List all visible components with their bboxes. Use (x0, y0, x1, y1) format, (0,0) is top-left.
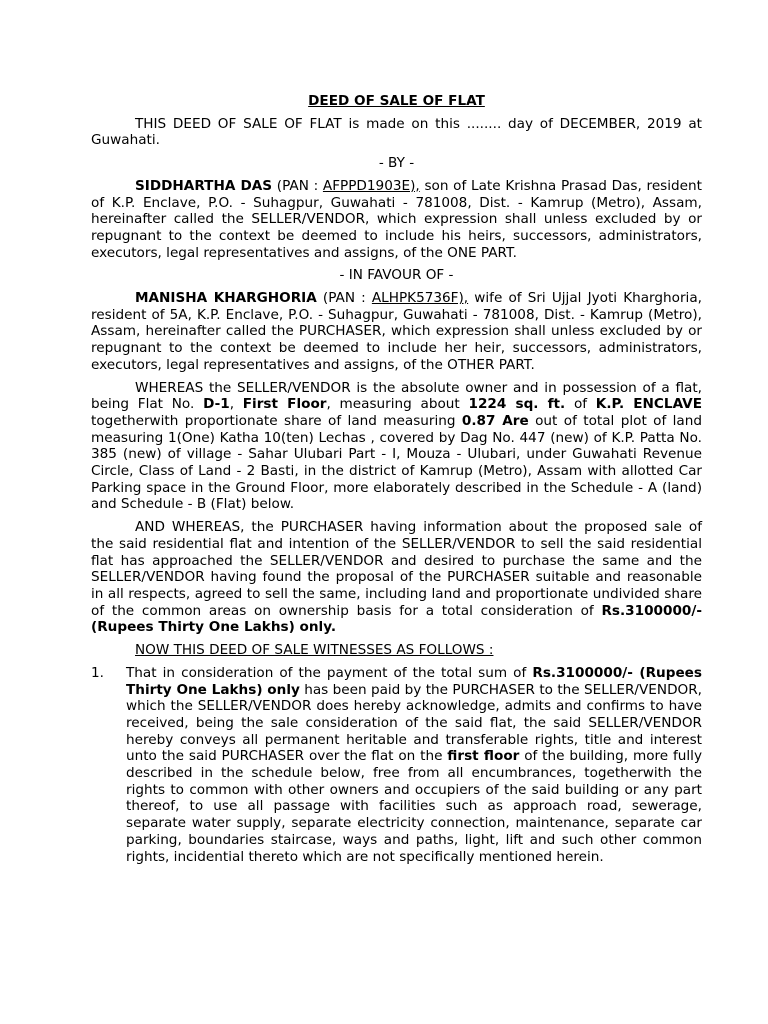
whereas-text-5: togetherwith proportionate share of land measuring (91, 412, 462, 429)
seller-name: SIDDHARTHA DAS (135, 177, 273, 194)
whereas-text-2: , (229, 396, 243, 413)
document-title: DEED OF SALE OF FLAT (308, 93, 485, 109)
enclave-name: K.P. ENCLAVE (595, 396, 702, 413)
clause-1-text (126, 665, 702, 865)
intro-paragraph: THIS DEED OF SALE OF FLAT is made on this ........ day of DECEMBER, 2019 at Guwahati. (91, 115, 702, 149)
clause-1-text-2: has been paid by the PURCHASER to the SELLER/VENDOR, which the SELLER/VENDOR does hereby acknowledge, admits and confirms to have received, being the sale consideration of the said flat, the said SELLER/VENDOR hereby conveys all permanent heritable and transferable rights, title and interest unto the said PURCHASER over the flat on the (126, 681, 702, 765)
flat-area: 1224 sq. ft. (468, 396, 566, 413)
consideration-amount: Rs.3100000/- (Rupees Thirty One Lakhs) only. (91, 602, 702, 636)
whereas-text-3: , measuring about (326, 396, 469, 413)
deed-page (91, 93, 702, 865)
clause-number: 1. (91, 664, 104, 681)
whereas-text-4: of (565, 396, 596, 413)
purchaser-details: wife of Sri Ujjal Jyoti Kharghoria, resident of 5A, K.P. Enclave, P.O. - Suhagpur, Guwahati - 781008, Dist. - Kamrup (Metro), Assam, hereinafter called the PURCHASER, which expression shall unless excluded by or repugnant to the context be deemed to include her heir, successors, administrators, executors, legal representatives and assigns, of the OTHER PART. (91, 290, 702, 373)
clause-1-text-1: That in consideration of the payment of the total sum of (126, 664, 533, 681)
clause-1-floor: first floor (447, 748, 520, 765)
land-share: 0.87 Are (461, 412, 529, 429)
clause-1 (91, 665, 702, 865)
purchaser-paragraph (91, 290, 702, 374)
purchaser-name: MANISHA KHARGHORIA (135, 290, 317, 307)
and-whereas-paragraph (91, 519, 702, 636)
whereas-paragraph (91, 380, 702, 514)
seller-details: son of Late Krishna Prasad Das, resident of K.P. Enclave, P.O. - Suhagpur, Guwahati - 781008, Dist. - Kamrup (Metro), Assam, hereinafter called the SELLER/VENDOR, which expression shall unless excluded by or repugnant to the context be deemed to include his heirs, successors, administrators, executors, legal representatives and assigns, of the ONE PART. (91, 177, 702, 261)
seller-pan-prefix: (PAN : (272, 177, 323, 194)
clause-1-text-3: of the building, more fully described in the schedule below, free from all encumbrances, togetherwith the rights to common with other owners and occupiers of the said building or any part thereof, to use all passage with facilities such as approach road, sewerage, separate water supply, separate electricity connection, maintenance, separate car parking, boundaries staircase, ways and paths, light, lift and such other common rights, incidential thereto which are not specifically mentioned herein. (126, 748, 703, 865)
purchaser-pan: ALHPK5736F), (371, 290, 469, 307)
flat-floor: First Floor (242, 396, 327, 413)
purchaser-pan-prefix: (PAN : (316, 290, 372, 307)
whereas-text-1: WHEREAS the SELLER/VENDOR is the absolute owner and in possession of a flat, being Flat No. (91, 379, 702, 413)
flat-number: D-1 (203, 396, 230, 413)
by-heading: - BY - (378, 155, 415, 172)
seller-pan: AFPPD1903E), (322, 177, 420, 194)
clause-1-amount: Rs.3100000/- (Rupees Thirty One Lakhs) only (126, 664, 702, 698)
witnesses-heading: NOW THIS DEED OF SALE WITNESSES AS FOLLOWS : (135, 642, 494, 659)
in-favour-heading: - IN FAVOUR OF - (339, 267, 454, 284)
seller-paragraph (91, 178, 702, 262)
whereas-text-6: out of total plot of land measuring 1(One) Katha 10(ten) Lechas , covered by Dag No. 447 (new) of K.P. Patta No. 385 (new) of village - Sahar Ulubari Part - I, Mouza - Ulubari, under Guwahati Revenue Circle, Class of Land - 2 Basti, in the district of Kamrup (Metro), Assam with allotted Car Parking space in the Ground Floor, more elaborately described in the Schedule - A (land) and Schedule - B (Flat) below. (91, 412, 703, 513)
and-whereas-text: AND WHEREAS, the PURCHASER having information about the proposed sale of the said residential flat and intention of the SELLER/VENDOR to sell the said residential flat has approached the SELLER/VENDOR and desired to purchase the same and the SELLER/VENDOR having found the proposal of the PURCHASER suitable and reasonable in all respects, agreed to sell the same, including land and proportionate undivided share of the common areas on ownership basis for a total consideration of (91, 519, 702, 619)
